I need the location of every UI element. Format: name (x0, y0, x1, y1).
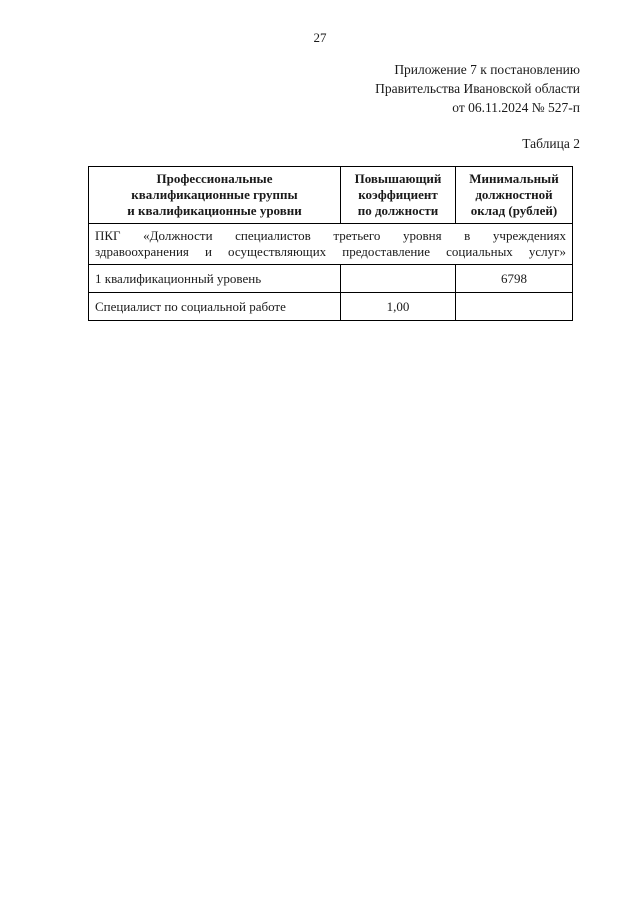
row-label: Специалист по социальной работе (89, 293, 341, 321)
row-label: 1 квалификационный уровень (89, 265, 341, 293)
header-col2-line-1: Повышающий (354, 171, 442, 186)
header-col1-line-1: Профессиональные (156, 171, 273, 186)
table-row (89, 265, 573, 293)
header-col3-line-2: должностной (475, 187, 553, 202)
header-col3-line-1: Минимальный (469, 171, 559, 186)
professional-group-cell (89, 224, 573, 265)
table-header-coefficient (341, 167, 456, 224)
table-row (89, 293, 573, 321)
header-col2-line-2: коэффициент (358, 187, 438, 202)
row-coefficient: 1,00 (341, 293, 456, 321)
appendix-header-line-2: Правительства Ивановской области (375, 81, 580, 96)
header-col1-line-2: квалификационные группы (131, 187, 298, 202)
appendix-header-line-1: Приложение 7 к постановлению (394, 62, 580, 77)
appendix-header-line-3: от 06.11.2024 № 527-п (452, 100, 580, 115)
page-number: 27 (313, 30, 327, 45)
header-col1-line-3: и квалификационные уровни (127, 203, 302, 218)
table-caption: Таблица 2 (522, 136, 580, 151)
row-salary: 6798 (456, 265, 573, 293)
header-col3-line-3: оклад (рублей) (470, 203, 558, 218)
salary-table (88, 166, 573, 321)
table-header-row (89, 167, 573, 224)
row-coefficient (341, 265, 456, 293)
row-salary (456, 293, 573, 321)
table-row (89, 224, 573, 265)
appendix-header (250, 60, 580, 117)
table-header-qualification-groups (89, 167, 341, 224)
header-col2-line-3: по должности (357, 203, 439, 218)
group-line-1: ПКГ «Должности специалистов третьего уровня в учреждениях (95, 228, 566, 243)
group-line-2: здравоохранения и осуществляющих предоставление социальных услуг» (95, 244, 566, 259)
table-header-minimum-salary (456, 167, 573, 224)
